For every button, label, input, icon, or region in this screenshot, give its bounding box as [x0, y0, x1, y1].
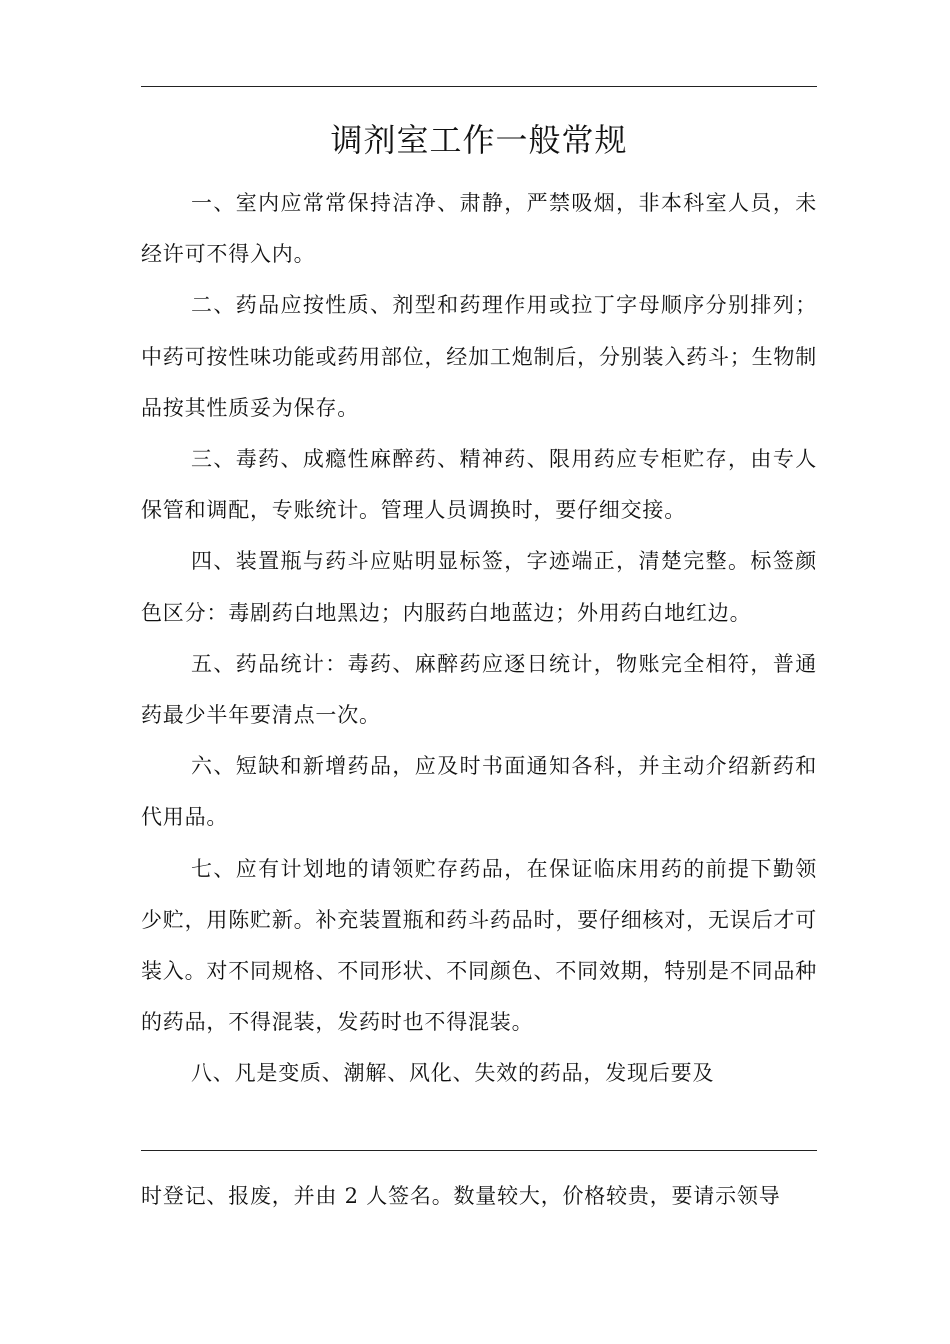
- page-title: 调剂室工作一般常规: [330, 121, 628, 159]
- paragraph-6: 六、短缺和新增药品，应及时书面通知各科，并主动介绍新药和代用品。: [141, 754, 817, 830]
- continuation-text: 时登记、报废，并由 2 人签名。数量较大，价格较贵，要请示领导: [141, 1184, 781, 1208]
- paragraph-5: 五、药品统计：毒药、麻醉药应逐日统计，物账完全相符，普通药最少半年要清点一次。: [141, 651, 817, 728]
- paragraph-1: 一、室内应常常保持洁净、肃静，严禁吸烟，非本科室人员，未经许可不得入内。: [141, 191, 817, 267]
- paragraph-3: 三、毒药、成瘾性麻醉药、精神药、限用药应专柜贮存，由专人保管和调配，专账统计。管理人员调换时，要仔细交接。: [141, 447, 817, 523]
- bottom-divider: [141, 1150, 817, 1151]
- paragraph-4: 四、装置瓶与药斗应贴明显标签，字迹端正，清楚完整。标签颜色区分：毒剧药白地黑边；内服药白地蓝边；外用药白地红边。: [141, 549, 817, 625]
- paragraph-8: 八、凡是变质、潮解、风化、失效的药品，发现后要及: [191, 1061, 715, 1086]
- document-body: [141, 178, 817, 1100]
- paragraph-2: 二、药品应按性质、剂型和药理作用或拉丁字母顺序分别排列；中药可按性味功能或药用部位，经加工炮制后，分别装入药斗；生物制品按其性质妥为保存。: [141, 293, 817, 420]
- top-divider: [141, 86, 817, 87]
- paragraph-7: 七、应有计划地的请领贮存药品，在保证临床用药的前提下勤领少贮，用陈贮新。补充装置瓶和药斗药品时，要仔细核对，无误后才可装入。对不同规格、不同形状、不同颜色、不同效期，特别是不同品种的药品，不得混装，发药时也不得混装。: [141, 856, 817, 1035]
